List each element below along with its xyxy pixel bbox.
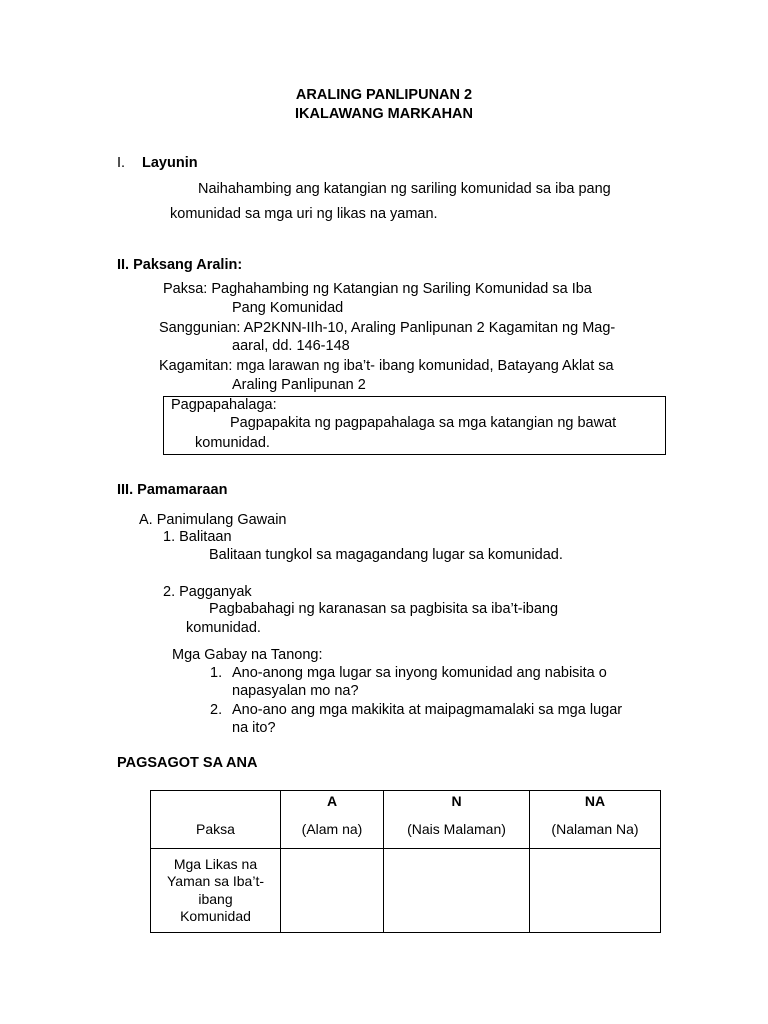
gabay-na-tanong-label: Mga Gabay na Tanong: xyxy=(172,647,323,663)
question-2-number: 2. xyxy=(210,702,223,718)
question-2-line-1: Ano-ano ang mga makikita at maipagmamalaki sa mga lugar xyxy=(232,702,623,718)
pagpapahalaga-label: Pagpapahalaga: xyxy=(171,397,277,413)
question-1-line-2: napasyalan mo na? xyxy=(232,683,359,699)
paksa-line-2: Pang Komunidad xyxy=(232,300,344,316)
ana-row-likas-na-yaman xyxy=(151,849,661,933)
header-paksa-label: Paksa xyxy=(196,820,235,837)
panimulang-gawain-item: A. Panimulang Gawain xyxy=(139,512,287,528)
question-1-number: 1. xyxy=(210,665,223,681)
pagganyak-label: 2. Pagganyak xyxy=(163,584,252,600)
header-na-label: (Nalaman Na) xyxy=(551,820,639,837)
header-a-label: (Alam na) xyxy=(301,820,363,837)
ana-header-row xyxy=(151,791,661,849)
kagamitan-line-1: Kagamitan: mga larawan ng iba’t- ibang komunidad, Batayang Aklat sa xyxy=(159,358,614,374)
section-heading-paksang-aralin: II. Paksang Aralin: xyxy=(117,257,243,273)
balitaan-text: Balitaan tungkol sa magagandang lugar sa komunidad. xyxy=(209,547,563,563)
header-nais-malaman xyxy=(384,791,530,849)
balitaan-label: 1. Balitaan xyxy=(163,529,232,545)
pagpapahalaga-line-1: Pagpapakita ng pagpapahalaga sa mga katangian ng bawat xyxy=(230,415,617,431)
pagganyak-line-1: Pagbabahagi ng karanasan sa pagbisita sa iba’t-ibang xyxy=(209,601,559,617)
row1-nalaman-na-cell[interactable] xyxy=(530,849,661,933)
header-paksa xyxy=(151,791,281,849)
header-alam-na xyxy=(281,791,384,849)
row1-alam-na-cell[interactable] xyxy=(281,849,384,933)
question-2-line-2: na ito? xyxy=(232,720,276,736)
row1-nais-malaman-cell[interactable] xyxy=(384,849,530,933)
section-heading-pamamaraan: III. Pamamaraan xyxy=(117,482,228,498)
section-heading-ana: PAGSAGOT SA ANA xyxy=(117,755,258,771)
title-line-1: ARALING PANLIPUNAN 2 xyxy=(295,87,473,103)
header-nalaman-na xyxy=(530,791,661,849)
layunin-text-line-2: komunidad sa mga uri ng likas na yaman. xyxy=(170,206,438,222)
paksa-line-1: Paksa: Paghahambing ng Katangian ng Sariling Komunidad sa Iba xyxy=(163,281,592,297)
pagganyak-line-2: komunidad. xyxy=(186,620,261,636)
row1-paksa-cell: Mga Likas na Yaman sa Iba’t-ibang Komunidad xyxy=(151,849,281,933)
sanggunian-line-2: aaral, dd. 146-148 xyxy=(232,338,350,354)
pagpapahalaga-line-2: komunidad. xyxy=(195,435,270,451)
question-1-line-1: Ano-anong mga lugar sa inyong komunidad ang nabisita o xyxy=(232,665,607,681)
ana-table xyxy=(150,790,661,933)
header-a-letter: A xyxy=(326,793,338,809)
sanggunian-line-1: Sanggunian: AP2KNN-IIh-10, Araling Panlipunan 2 Kagamitan ng Mag- xyxy=(159,320,616,336)
header-na-letter: NA xyxy=(584,793,606,809)
header-n-label: (Nais Malaman) xyxy=(407,820,506,837)
layunin-text-line-1: Naihahambing ang katangian ng sariling komunidad sa iba pang xyxy=(198,181,611,197)
title-line-2: IKALAWANG MARKAHAN xyxy=(294,106,473,122)
section-numeral-1: I. xyxy=(117,155,126,171)
pagpapahalaga-box xyxy=(163,396,666,455)
kagamitan-line-2: Araling Panlipunan 2 xyxy=(232,377,366,393)
header-n-letter: N xyxy=(451,793,462,809)
section-heading-layunin: Layunin xyxy=(142,155,198,171)
